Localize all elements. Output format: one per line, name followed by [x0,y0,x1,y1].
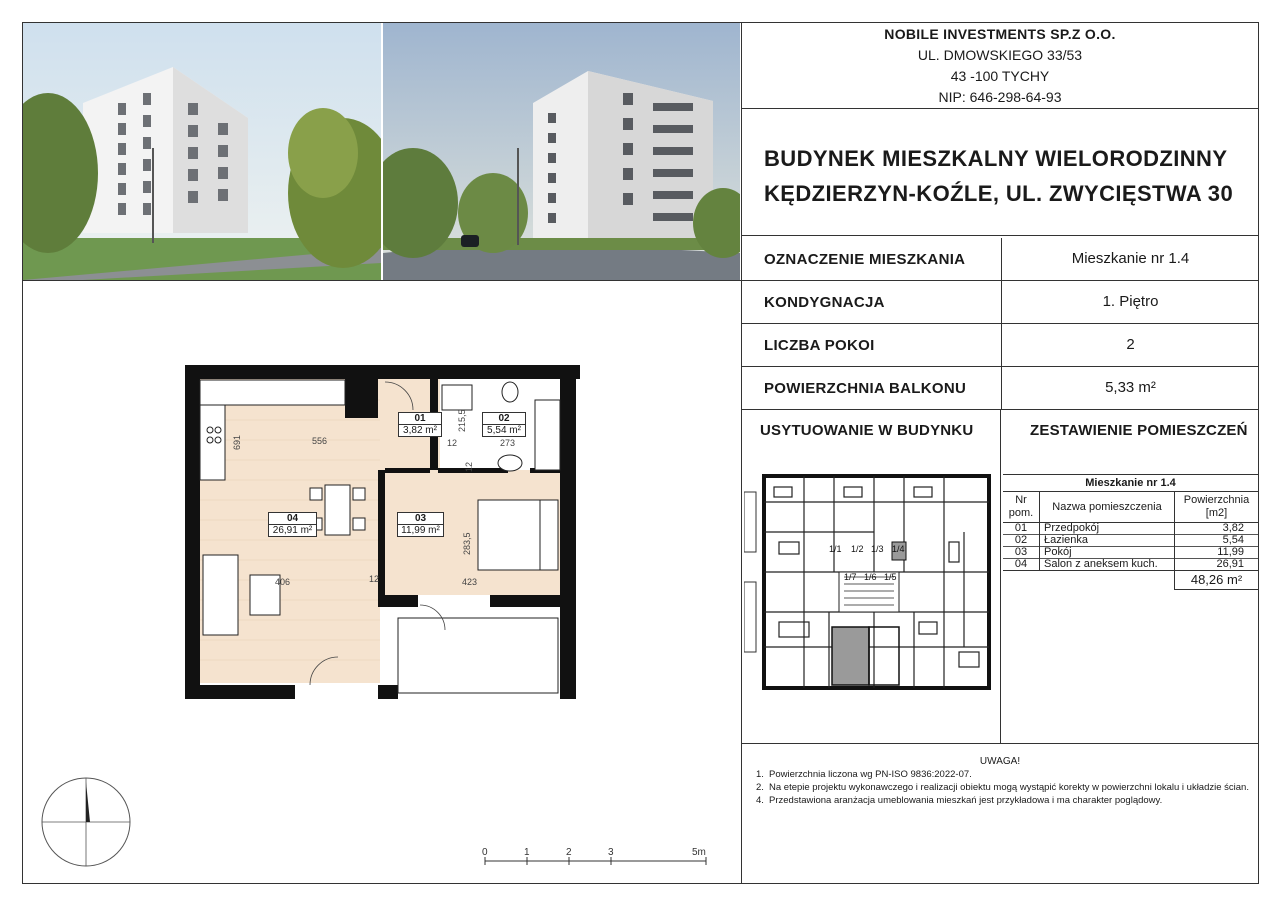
table-row [1003,535,1258,547]
note-number: 4. [756,795,764,806]
room-number: 03 [398,513,443,525]
notes-list [756,768,1250,807]
room-area: 11,99 m² [401,525,440,536]
info-label: OZNACZENIE MIESZKANIA [764,251,966,268]
dim-12: 12 [369,574,380,584]
dim-273: 273 [500,438,516,448]
info-value: Mieszkanie nr 1.4 [1001,238,1259,281]
info-row-balcony [742,367,1258,410]
row-area: 11,99 [1217,546,1244,558]
project-title-line-2: KĘDZIERZYN-KOŹLE, UL. ZWYCIĘSTWA 30 [764,181,1234,206]
dim-12: 12 [447,438,458,448]
building-render-photo-2 [383,23,740,280]
info-label: LICZBA POKOI [764,337,875,354]
company-name: NOBILE INVESTMENTS SP.Z O.O. [884,26,1116,42]
row-name: Łazienka [1040,535,1175,547]
dim-556: 556 [312,436,328,446]
scale-tick-2: 2 [566,847,572,858]
scale-tick-1: 1 [524,847,530,858]
row-nr: 04 [1003,559,1040,571]
info-value: 1. Piętro [1001,281,1259,324]
company-street: UL. DMOWSKIEGO 33/53 [917,47,1083,63]
key-unit-label: 1/3 [871,544,884,554]
note-number: 1. [756,769,764,780]
summary-title: Mieszkanie nr 1.4 [1003,475,1258,492]
room-number: 02 [483,413,525,425]
dim-215-5: 215,5 [457,409,467,432]
note-text: Powierzchnia liczona wg PN-ISO 9836:2022-07. [769,769,972,780]
scale-tick-3: 3 [608,847,614,858]
dim-12: 12 [464,461,474,472]
row-area: 5,54 [1222,534,1244,546]
info-value: 5,33 m² [1001,367,1259,410]
room-number: 01 [399,413,441,425]
key-unit-label: 1/5 [884,572,897,582]
info-row-floor [742,281,1258,324]
notes-title: UWAGA! [979,756,1021,767]
dim-423: 423 [462,577,478,587]
location-heading: USYTUOWANIE W BUDYNKU [760,422,974,439]
key-unit-label: 1/1 [829,544,842,554]
row-nr: 01 [1003,523,1040,535]
info-label: KONDYGNACJA [764,294,885,311]
table-row [1003,523,1258,535]
dim-406: 406 [275,577,291,587]
key-unit-label: 1/4 [892,544,905,554]
building-render-photo-1 [23,23,381,280]
note-text: Na etepie projektu wykonawczego i realizacji obiektu mogą wystąpić korekty w powierzchni lokalu i układzie ścian. [769,782,1249,793]
room-area: 3,82 m² [403,425,437,436]
compass-icon [40,776,132,873]
highlighted-apartment [832,627,869,685]
row-nr: 03 [1003,547,1040,559]
room-summary-table [1003,474,1258,590]
key-unit-label: 1/2 [851,544,864,554]
row-name: Salon z aneksem kuch. [1040,559,1175,571]
row-name: Pokój [1040,547,1175,559]
scale-bar [480,845,712,878]
row-name: Przedpokój [1040,523,1175,535]
notes-divider [742,743,1258,744]
note-number: 2. [756,782,764,793]
room-label-03 [397,512,444,537]
dim-691: 691 [232,434,242,450]
col-area-header: Powierzchnia [m2] [1183,494,1250,519]
dim-283-5: 283,5 [462,532,472,555]
note-item [756,768,1250,781]
room-number: 04 [269,513,316,525]
info-value: 2 [1001,324,1259,367]
section-divider [1000,410,1001,743]
row-area: 26,91 [1216,558,1244,570]
row-nr: 02 [1003,535,1040,547]
room-label-01 [398,412,442,437]
company-city: 43 -100 TYCHY [950,68,1050,84]
note-item [756,781,1250,794]
project-title-line-1: BUDYNEK MIESZKALNY WIELORODZINNY [764,146,1228,171]
note-text: Przedstawiona aranżacja umeblowania mieszkań jest przykładowa i ma charakter poglądowy. [769,795,1163,806]
company-info [742,24,1258,108]
note-item [756,794,1250,807]
key-unit-label: 1/6 [864,572,877,582]
scale-tick-5: 5m [692,847,706,858]
room-area: 26,91 m² [272,525,313,536]
row-area: 3,82 [1222,522,1244,534]
info-row-rooms [742,324,1258,367]
apartment-floor-plan [180,360,590,710]
photo-divider [22,280,741,281]
project-title-block [742,108,1258,236]
col-nr-header: Nr pom. [1003,492,1040,523]
table-row [1003,547,1258,559]
info-row-apartment [742,238,1258,281]
room-label-04 [268,512,317,537]
info-label: POWIERZCHNIA BALKONU [764,380,967,397]
key-unit-label: 1/7 [844,572,857,582]
room-area: 5,54 m² [487,425,521,436]
building-key-plan [744,472,996,699]
company-nip: NIP: 646-298-64-93 [938,89,1062,105]
room-label-02 [482,412,526,437]
col-name-header: Nazwa pomieszczenia [1040,492,1175,523]
table-row [1003,559,1258,571]
rooms-heading: ZESTAWIENIE POMIESZCZEŃ [1030,422,1248,439]
scale-tick-0: 0 [482,847,488,858]
total-area: 48,26 m² [1175,571,1259,590]
